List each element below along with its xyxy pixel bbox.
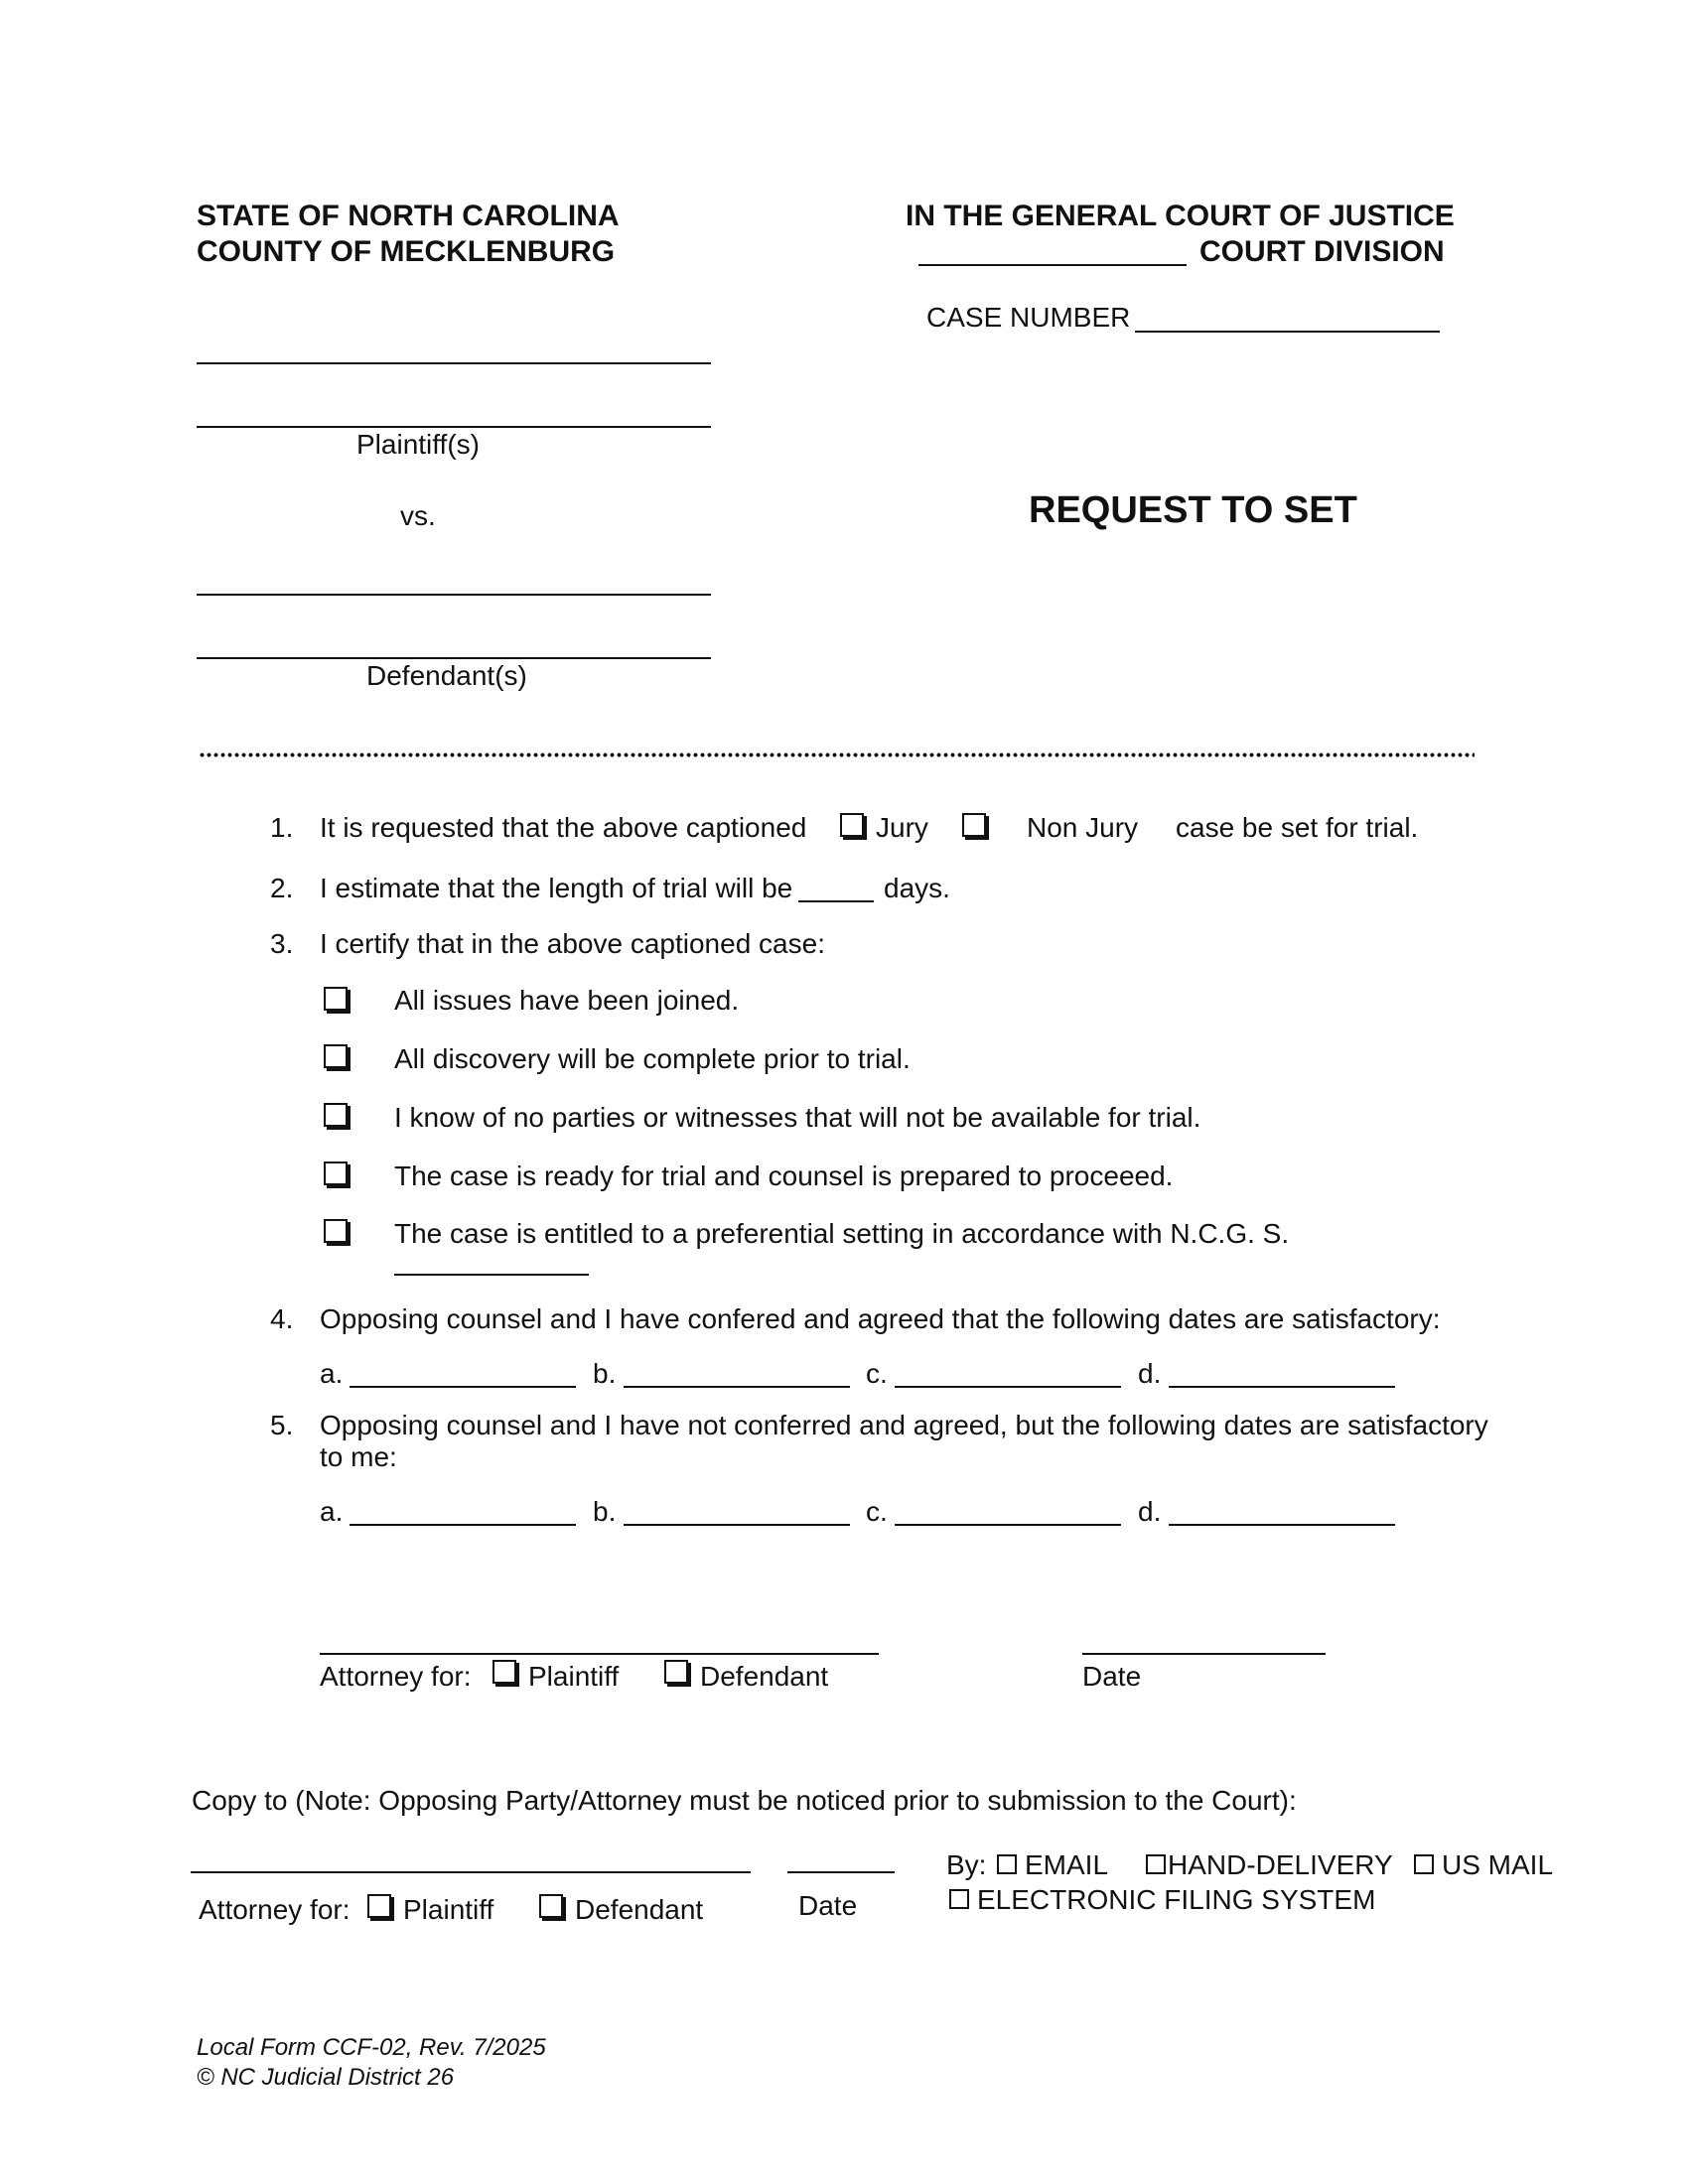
- attorney-defendant-checkbox[interactable]: [664, 1660, 688, 1684]
- item-1-suffix: case be set for trial.: [1176, 812, 1419, 843]
- court-label: IN THE GENERAL COURT OF JUSTICE: [906, 200, 1455, 232]
- item-5-text-line-2: to me:: [320, 1441, 397, 1472]
- issues-joined-checkbox[interactable]: [324, 987, 348, 1011]
- check-text-preferential: The case is entitled to a preferential setting in accordance with N.C.G. S.: [394, 1218, 1290, 1249]
- trial-length-field[interactable]: [798, 900, 874, 902]
- copy-note: Copy to (Note: Opposing Party/Attorney must be noticed prior to submission to the Court):: [192, 1785, 1297, 1816]
- by-label: By:: [946, 1849, 987, 1880]
- agreed-date-b-letter: b.: [593, 1358, 617, 1389]
- item-2-text: I estimate that the length of trial will be: [320, 873, 793, 903]
- attorney-plaintiff-label: Plaintiff: [528, 1661, 620, 1692]
- hand-delivery-label: HAND-DELIVERY: [1168, 1849, 1393, 1880]
- copy-date-label: Date: [798, 1890, 858, 1921]
- item-3-text: I certify that in the above captioned case:: [320, 928, 825, 959]
- proposed-date-b-letter: b.: [593, 1496, 617, 1527]
- page-title: REQUEST TO SET: [1029, 489, 1357, 531]
- non-jury-checkbox[interactable]: [962, 813, 986, 837]
- dotted-divider: [199, 752, 1475, 757]
- case-number-field[interactable]: [1135, 331, 1440, 333]
- discovery-checkbox[interactable]: [324, 1044, 348, 1068]
- email-checkbox[interactable]: [997, 1854, 1017, 1874]
- proposed-date-b-field[interactable]: [624, 1524, 850, 1526]
- attorney-signature-field[interactable]: [320, 1653, 879, 1655]
- statute-field[interactable]: [394, 1274, 589, 1276]
- jury-label: Jury: [876, 812, 928, 843]
- preferential-checkbox[interactable]: [324, 1219, 348, 1243]
- ready-checkbox[interactable]: [324, 1161, 348, 1185]
- plaintiff-line-1[interactable]: [197, 362, 711, 364]
- us-mail-label: US MAIL: [1442, 1849, 1554, 1880]
- item-4-text: Opposing counsel and I have confered and agreed that the following dates are satisfactory:: [320, 1303, 1441, 1334]
- check-text-issues: All issues have been joined.: [394, 985, 740, 1016]
- agreed-date-a-letter: a.: [320, 1358, 344, 1389]
- us-mail-checkbox[interactable]: [1414, 1854, 1434, 1874]
- agreed-date-d-letter: d.: [1138, 1358, 1162, 1389]
- item-1-text: It is requested that the above captioned: [320, 812, 807, 843]
- plaintiff-label: Plaintiff(s): [356, 429, 480, 460]
- copy-plaintiff-label: Plaintiff: [403, 1894, 494, 1925]
- signature-date-label: Date: [1082, 1661, 1142, 1692]
- proposed-date-c-letter: c.: [866, 1496, 888, 1527]
- court-division-label: COURT DIVISION: [1199, 235, 1445, 268]
- copy-plaintiff-checkbox[interactable]: [367, 1894, 391, 1918]
- defendant-label: Defendant(s): [366, 660, 527, 691]
- efs-label: ELECTRONIC FILING SYSTEM: [977, 1884, 1376, 1915]
- item-5-text-line-1: Opposing counsel and I have not conferred and agreed, but the following dates are satisfactory: [320, 1410, 1488, 1440]
- agreed-date-d-field[interactable]: [1169, 1386, 1395, 1388]
- email-label: EMAIL: [1025, 1849, 1109, 1880]
- check-text-witnesses: I know of no parties or witnesses that will not be available for trial.: [394, 1102, 1201, 1133]
- hand-delivery-checkbox[interactable]: [1146, 1854, 1166, 1874]
- copyright: © NC Judicial District 26: [197, 2064, 455, 2091]
- agreed-date-c-letter: c.: [866, 1358, 888, 1389]
- agreed-date-b-field[interactable]: [624, 1386, 850, 1388]
- agreed-date-a-field[interactable]: [350, 1386, 576, 1388]
- court-division-field[interactable]: [918, 264, 1187, 266]
- proposed-date-d-field[interactable]: [1169, 1524, 1395, 1526]
- item-3-number: 3.: [270, 928, 294, 959]
- check-text-discovery: All discovery will be complete prior to trial.: [394, 1043, 911, 1074]
- witnesses-checkbox[interactable]: [324, 1103, 348, 1127]
- attorney-for-label: Attorney for:: [320, 1661, 472, 1692]
- proposed-date-c-field[interactable]: [895, 1524, 1121, 1526]
- copy-attorney-field[interactable]: [191, 1871, 751, 1873]
- case-number-label: CASE NUMBER: [926, 302, 1131, 333]
- agreed-date-c-field[interactable]: [895, 1386, 1121, 1388]
- proposed-date-a-letter: a.: [320, 1496, 344, 1527]
- form-number: Local Form CCF-02, Rev. 7/2025: [197, 2034, 546, 2061]
- attorney-plaintiff-checkbox[interactable]: [492, 1660, 516, 1684]
- item-5-number: 5.: [270, 1410, 294, 1440]
- copy-attorney-for-label: Attorney for:: [199, 1894, 351, 1925]
- signature-date-field[interactable]: [1082, 1653, 1326, 1655]
- jury-checkbox[interactable]: [840, 813, 864, 837]
- item-1-number: 1.: [270, 812, 294, 843]
- item-4-number: 4.: [270, 1303, 294, 1334]
- non-jury-label: Non Jury: [1027, 812, 1139, 843]
- copy-defendant-checkbox[interactable]: [539, 1894, 563, 1918]
- attorney-defendant-label: Defendant: [700, 1661, 829, 1692]
- county-label: COUNTY OF MECKLENBURG: [197, 235, 616, 268]
- efs-checkbox[interactable]: [949, 1889, 969, 1909]
- proposed-date-a-field[interactable]: [350, 1524, 576, 1526]
- vs-label: vs.: [400, 500, 436, 531]
- copy-defendant-label: Defendant: [575, 1894, 704, 1925]
- copy-date-field[interactable]: [787, 1871, 895, 1873]
- proposed-date-d-letter: d.: [1138, 1496, 1162, 1527]
- state-label: STATE OF NORTH CAROLINA: [197, 200, 620, 232]
- defendant-line-1[interactable]: [197, 594, 711, 596]
- check-text-ready: The case is ready for trial and counsel is prepared to proceeed.: [394, 1160, 1174, 1191]
- item-2-days: days.: [884, 873, 950, 903]
- item-2-number: 2.: [270, 873, 294, 903]
